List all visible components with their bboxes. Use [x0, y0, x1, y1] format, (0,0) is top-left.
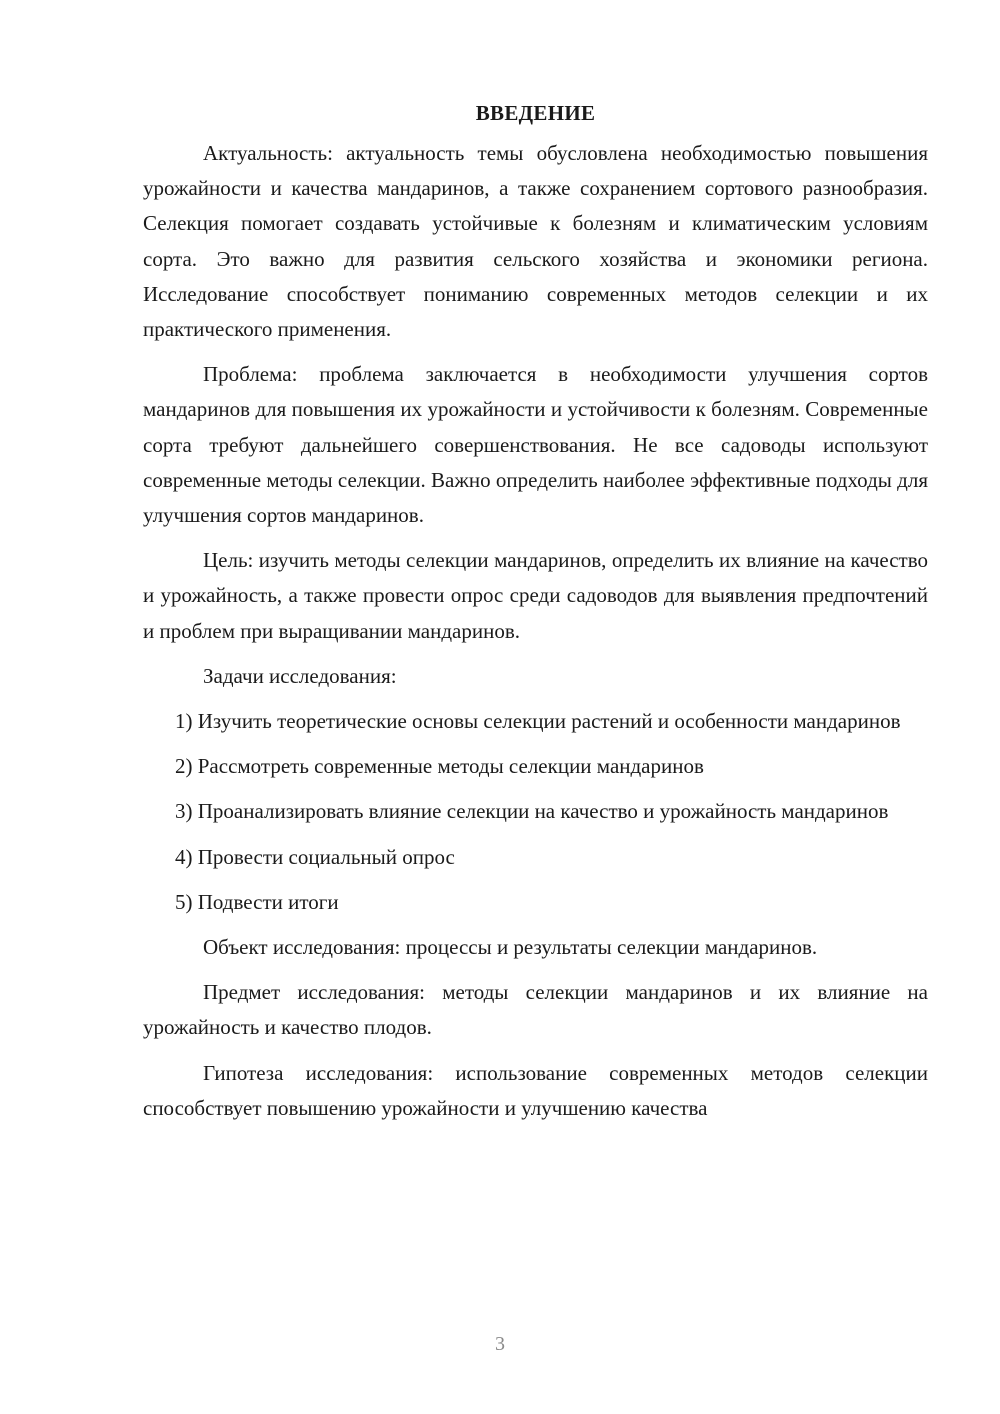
page-title: ВВЕДЕНИЕ [475, 101, 596, 125]
task-item: 3) Проанализировать влияние селекции на качество и урожайность мандаринов [175, 799, 889, 824]
paragraph-problem: Проблема: проблема заключается в необходимости улучшения сортов мандаринов для повышения их урожайности и устойчивости к болезням. Современные сорта требуют дальнейшего совершенствования. Не все садоводы используют современные методы селекции. Важно определить наиболее эффективные подходы для улучшения сортов мандаринов. [143, 362, 928, 528]
page-content [143, 96, 928, 1126]
paragraph-subject: Предмет исследования: методы селекции мандаринов и их влияние на урожайность и качество плодов. [143, 980, 928, 1040]
task-item: 4) Провести социальный опрос [175, 844, 455, 869]
task-item: 5) Подвести итоги [175, 889, 339, 914]
page-number: 3 [495, 1333, 505, 1355]
paragraph-goal: Цель: изучить методы селекции мандаринов, определить их влияние на качество и урожайность, а также провести опрос среди садоводов для выявления предпочтений и проблем при выращивании мандаринов. [143, 548, 928, 643]
paragraph-hypothesis: Гипотеза исследования: использование современных методов селекции способствует повышению урожайности и улучшению качества [143, 1060, 928, 1120]
paragraph-tasks-heading: Задачи исследования: [203, 663, 397, 688]
paragraph-relevance: Актуальность: актуальность темы обусловлена необходимостью повышения урожайности и качества мандаринов, а также сохранением сортового разнообразия. Селекция помогает создавать устойчивые к болезням и климатическим условиям сорта. Это важно для развития сельского хозяйства и экономики региона. Исследование способствует пониманию современных методов селекции и их практического применения. [143, 141, 928, 342]
task-item: 2) Рассмотреть современные методы селекции мандаринов [175, 754, 704, 779]
paragraph-object: Объект исследования: процессы и результаты селекции мандаринов. [203, 935, 818, 960]
task-item: 1) Изучить теоретические основы селекции растений и особенности мандаринов [175, 709, 901, 734]
